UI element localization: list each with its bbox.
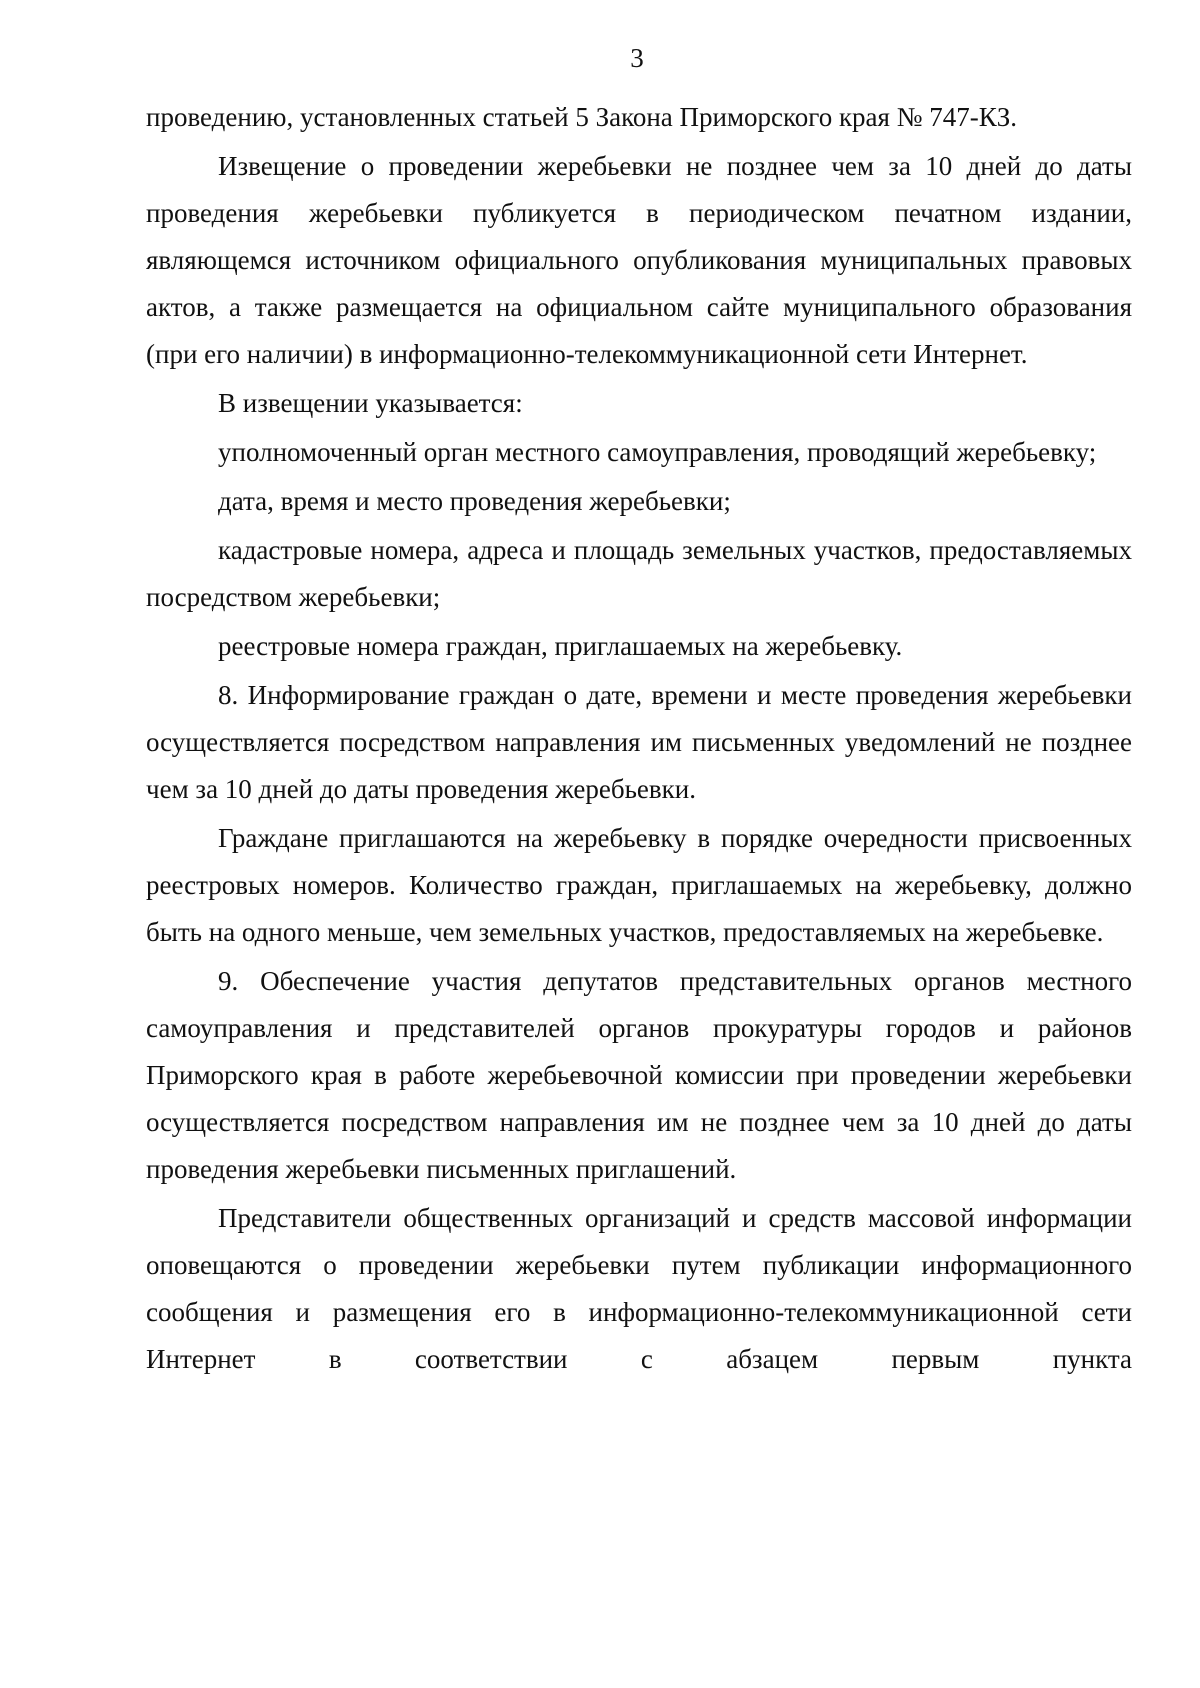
paragraph-notice-publication: Извещение о проведении жеребьевки не позднее чем за 10 дней до даты проведения жеребьевки публикуется в периодическом печатном издании, являющемся источником официального опубликования муниципальных правовых актов, а также размещается на официальном сайте муниципального образования (при его наличии) в информационно-телекоммуникационной сети Интернет. <box>146 151 1132 369</box>
paragraph-notice-item-datetime: дата, время и место проведения жеребьевки; <box>218 486 731 516</box>
paragraph-citizens-invitation: Граждане приглашаются на жеребьевку в порядке очередности присвоенных реестровых номеров. Количество граждан, приглашаемых на жеребьевку, должно быть на одного меньше, чем земельных участков, предоставляемых на жеребьевке. <box>146 823 1132 947</box>
paragraph-notice-item-authority: уполномоченный орган местного самоуправления, проводящий жеребьевку; <box>218 437 1097 467</box>
paragraph-notice-item-cadastral: кадастровые номера, адреса и площадь земельных участков, предоставляемых посредством жеребьевки; <box>146 535 1132 612</box>
paragraph-notice-contents-intro: В извещении указывается: <box>218 388 523 418</box>
document-body <box>146 94 1132 1383</box>
paragraph-continuation: проведению, установленных статьей 5 Закона Приморского края № 747-КЗ. <box>146 102 1018 132</box>
paragraph-item-9: 9. Обеспечение участия депутатов представительных органов местного самоуправления и представителей органов прокуратуры городов и районов Приморского края в работе жеребьевочной комиссии при проведении жеребьевки осуществляется посредством направления им не позднее чем за 10 дней до даты проведения жеребьевки письменных приглашений. <box>146 966 1132 1184</box>
paragraph-media-representatives: Представители общественных организаций и средств массовой информации оповещаются о проведении жеребьевки путем публикации информационного сообщения и размещения его в информационно-телекоммуникационной сети Интернет в соответствии с абзацем первым пункта <box>146 1203 1132 1374</box>
paragraph-notice-item-registry: реестровые номера граждан, приглашаемых на жеребьевку. <box>218 631 903 661</box>
paragraph-item-8: 8. Информирование граждан о дате, времени и месте проведения жеребьевки осуществляется посредством направления им письменных уведомлений не позднее чем за 10 дней до даты проведения жеребьевки. <box>146 680 1132 804</box>
page-number: 3 <box>630 43 644 73</box>
